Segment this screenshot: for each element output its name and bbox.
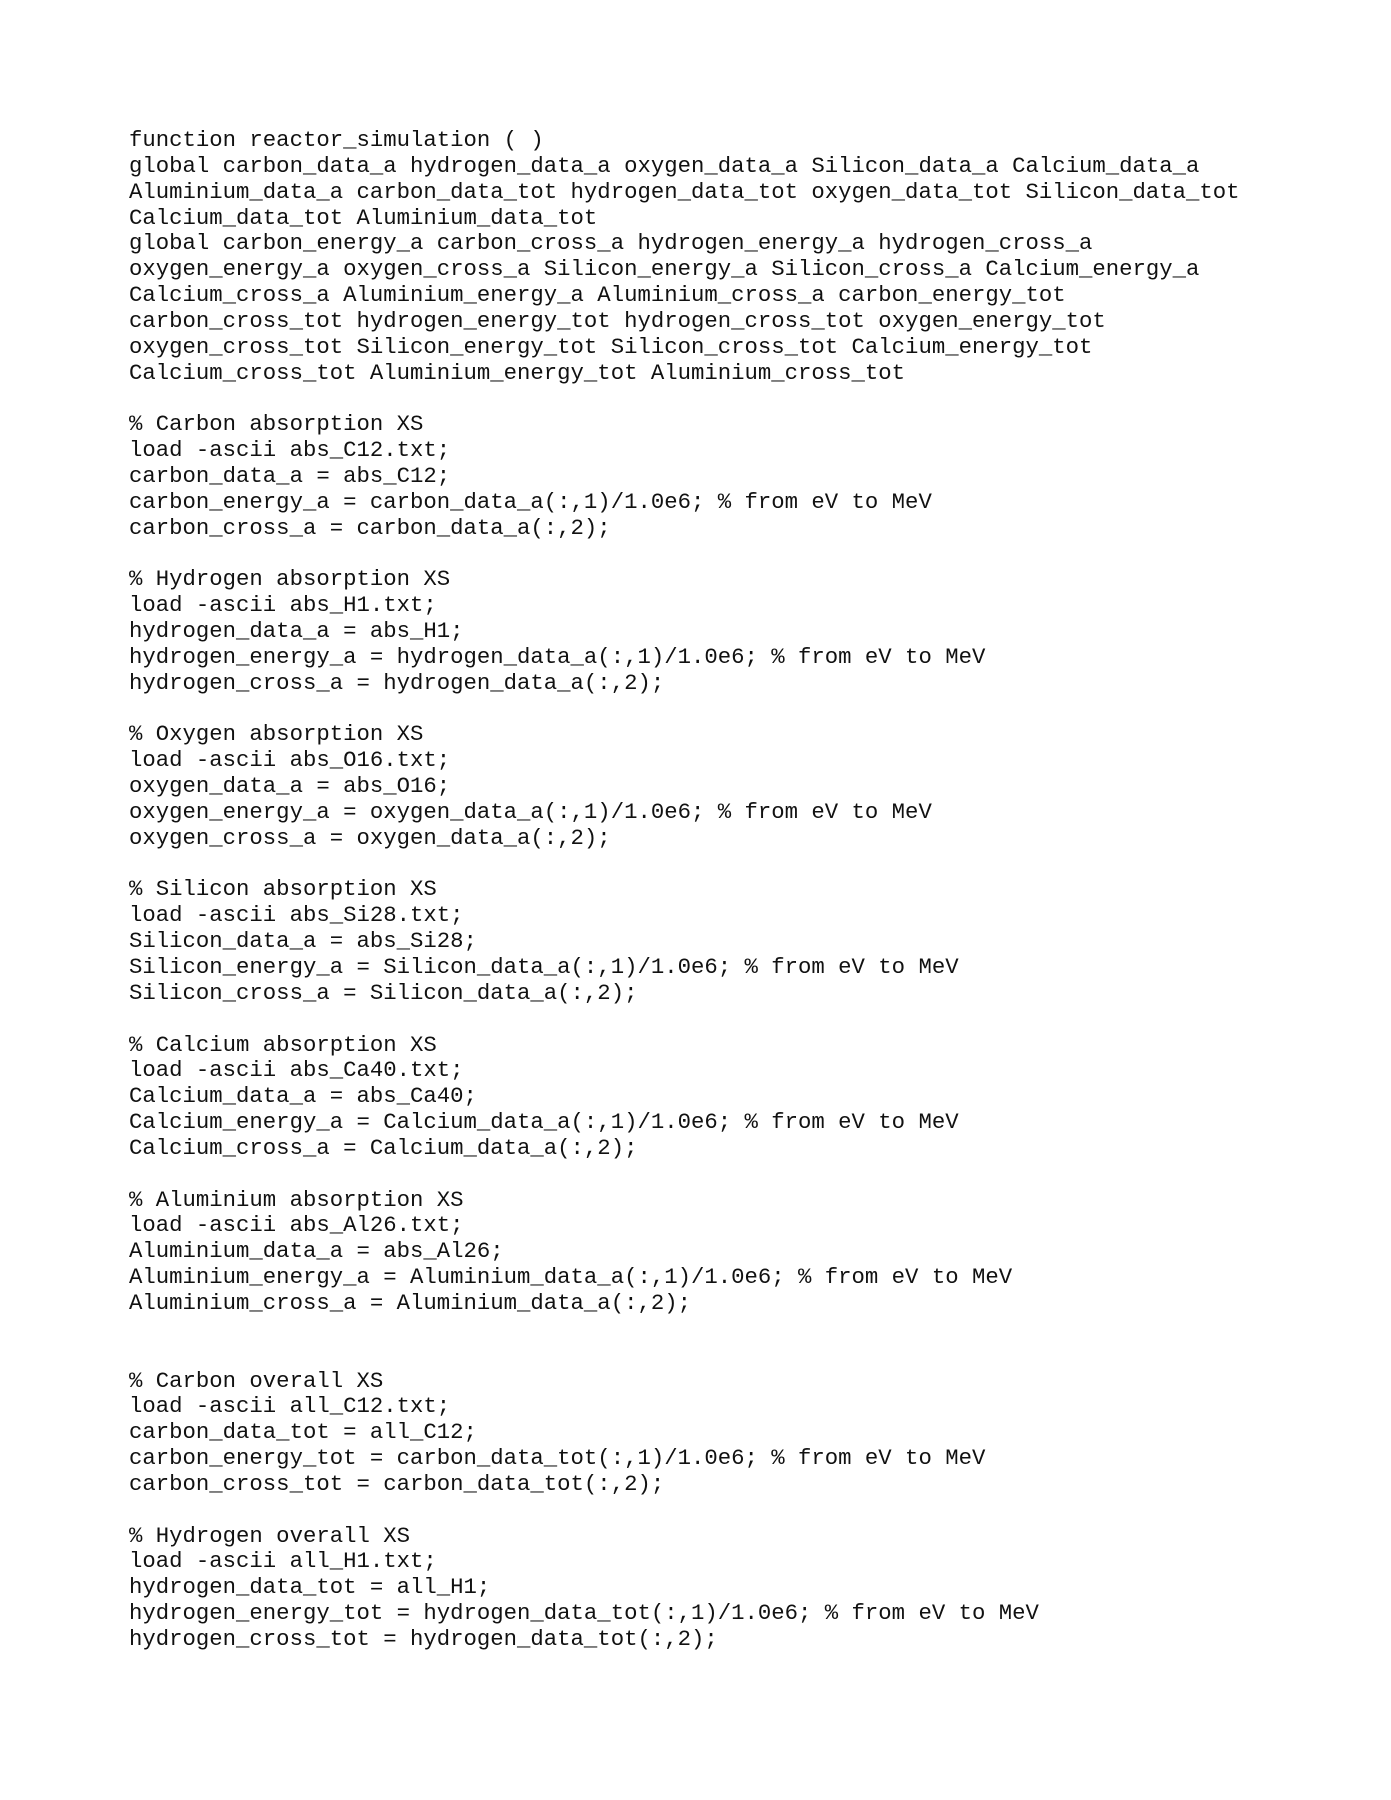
code-line: load -ascii abs_Al26.txt; (129, 1212, 464, 1239)
code-line: oxygen_cross_tot Silicon_energy_tot Silicon_cross_tot Calcium_energy_tot (129, 333, 1093, 360)
code-line: Aluminium_data_a carbon_data_tot hydrogen_data_tot oxygen_data_tot Silicon_data_tot (129, 178, 1240, 205)
code-line: oxygen_energy_a oxygen_cross_a Silicon_energy_a Silicon_cross_a Calcium_energy_a (129, 256, 1200, 283)
code-line: Silicon_cross_a = Silicon_data_a(:,2); (129, 979, 638, 1006)
code-line: Silicon_energy_a = Silicon_data_a(:,1)/1.0e6; % from eV to MeV (129, 954, 959, 980)
code-line: oxygen_energy_a = oxygen_data_a(:,1)/1.0e6; % from eV to MeV (129, 798, 932, 825)
code-line: Calcium_cross_a = Calcium_data_a(:,2); (129, 1134, 638, 1161)
code-line: function reactor_simulation ( ) (129, 127, 544, 153)
code-line: load -ascii abs_Si28.txt; (129, 902, 464, 929)
code-line: Aluminium_data_a = abs_Al26; (129, 1238, 504, 1265)
code-comment-line: % Carbon overall XS (129, 1367, 384, 1394)
code-line: hydrogen_data_tot = all_H1; (129, 1574, 491, 1601)
code-line: global carbon_data_a hydrogen_data_a oxygen_data_a Silicon_data_a Calcium_data_a (129, 152, 1200, 179)
blank-line (129, 386, 1391, 412)
code-line: hydrogen_cross_a = hydrogen_data_a(:,2); (129, 669, 665, 696)
code-line: hydrogen_data_a = abs_H1; (129, 618, 464, 645)
code-comment-line: % Oxygen absorption XS (129, 721, 424, 748)
blank-line (129, 1343, 1391, 1369)
code-document (129, 128, 1391, 1653)
code-line: load -ascii abs_Ca40.txt; (129, 1057, 464, 1084)
code-comment-line: % Calcium absorption XS (129, 1031, 437, 1058)
code-comment-line: % Silicon absorption XS (129, 876, 437, 903)
code-line: load -ascii all_C12.txt; (129, 1393, 451, 1420)
code-line: oxygen_data_a = abs_O16; (129, 773, 451, 800)
blank-line (129, 697, 1391, 723)
code-line: Calcium_energy_a = Calcium_data_a(:,1)/1.0e6; % from eV to MeV (129, 1109, 959, 1136)
code-line: Calcium_data_a = abs_Ca40; (129, 1083, 477, 1110)
code-line: load -ascii abs_H1.txt; (129, 592, 437, 619)
code-line: carbon_cross_a = carbon_data_a(:,2); (129, 514, 611, 541)
code-line: carbon_cross_tot hydrogen_energy_tot hydrogen_cross_tot oxygen_energy_tot (129, 307, 1106, 334)
code-line: load -ascii abs_O16.txt; (129, 747, 451, 774)
code-line: hydrogen_energy_tot = hydrogen_data_tot(:,1)/1.0e6; % from eV to MeV (129, 1600, 1039, 1627)
code-line: global carbon_energy_a carbon_cross_a hydrogen_energy_a hydrogen_cross_a (129, 230, 1093, 257)
blank-line (129, 1007, 1391, 1033)
code-comment-line: % Aluminium absorption XS (129, 1186, 464, 1213)
code-line: load -ascii abs_C12.txt; (129, 437, 451, 464)
code-line: Calcium_data_tot Aluminium_data_tot (129, 204, 598, 231)
blank-line (129, 1498, 1391, 1524)
code-line: carbon_energy_tot = carbon_data_tot(:,1)/1.0e6; % from eV to MeV (129, 1445, 986, 1472)
code-line: Aluminium_cross_a = Aluminium_data_a(:,2); (129, 1289, 691, 1316)
code-line: carbon_data_a = abs_C12; (129, 462, 451, 489)
blank-line (129, 1162, 1391, 1188)
code-line: load -ascii all_H1.txt; (129, 1548, 437, 1575)
blank-line (129, 1317, 1391, 1343)
code-comment-line: % Hydrogen overall XS (129, 1522, 410, 1549)
code-line: Calcium_cross_a Aluminium_energy_a Aluminium_cross_a carbon_energy_tot (129, 282, 1066, 309)
code-line: Aluminium_energy_a = Aluminium_data_a(:,1)/1.0e6; % from eV to MeV (129, 1264, 1013, 1291)
code-line: carbon_energy_a = carbon_data_a(:,1)/1.0e6; % from eV to MeV (129, 488, 932, 515)
code-line: Silicon_data_a = abs_Si28; (129, 928, 477, 955)
code-line: hydrogen_cross_tot = hydrogen_data_tot(:,2); (129, 1625, 718, 1652)
code-comment-line: % Hydrogen absorption XS (129, 566, 451, 593)
code-line: carbon_cross_tot = carbon_data_tot(:,2); (129, 1470, 665, 1497)
code-line: Calcium_cross_tot Aluminium_energy_tot Aluminium_cross_tot (129, 359, 906, 386)
blank-line (129, 852, 1391, 878)
blank-line (129, 542, 1391, 568)
code-line: oxygen_cross_a = oxygen_data_a(:,2); (129, 824, 611, 851)
code-comment-line: % Carbon absorption XS (129, 411, 424, 438)
code-line: hydrogen_energy_a = hydrogen_data_a(:,1)/1.0e6; % from eV to MeV (129, 643, 986, 670)
code-line: carbon_data_tot = all_C12; (129, 1419, 477, 1446)
